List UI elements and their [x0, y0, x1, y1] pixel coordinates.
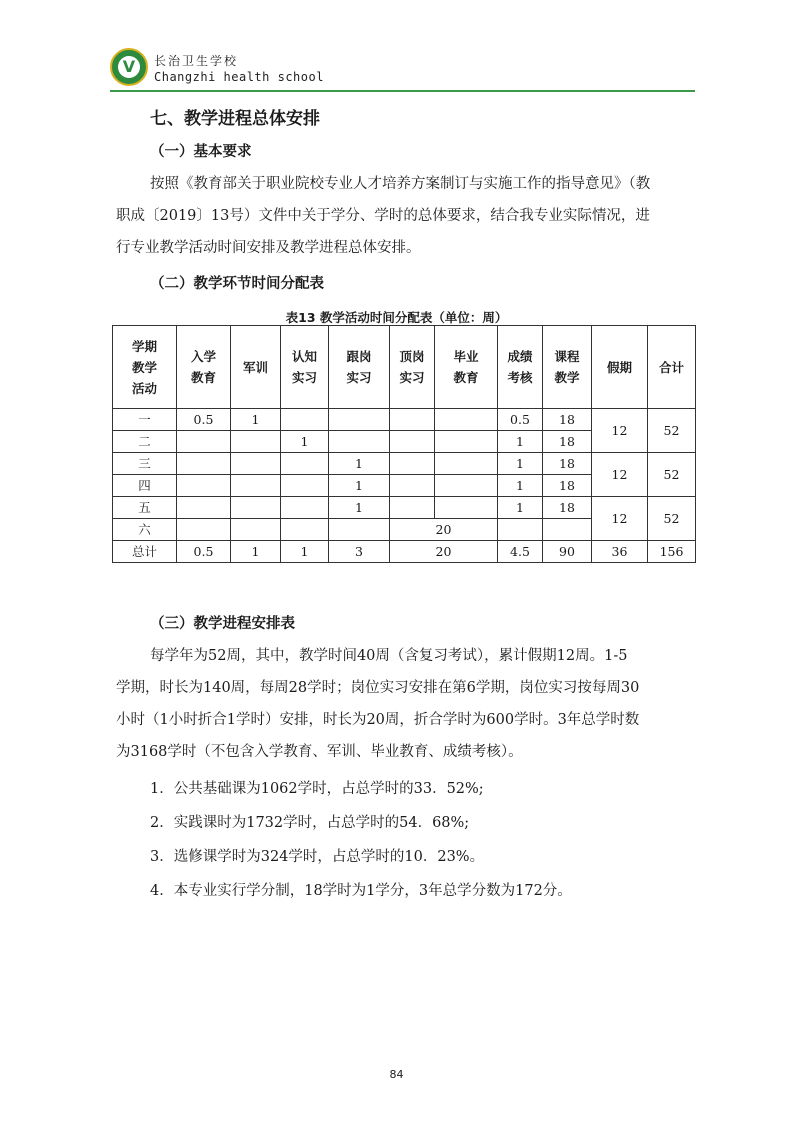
table-cell — [435, 431, 498, 453]
table-cell — [390, 475, 435, 497]
table-cell: 20 — [390, 541, 498, 563]
table-caption: 表13 教学活动时间分配表（单位：周） — [285, 310, 508, 325]
header-cell: 假期 — [592, 326, 648, 409]
table-cell: 1 — [329, 453, 390, 475]
list-item: 2．实践课时为1732学时，占总学时的54．68%; — [150, 815, 470, 831]
table-cell: 1 — [231, 409, 281, 431]
header-cell: 入学 教育 — [177, 326, 231, 409]
table-cell: 18 — [543, 431, 592, 453]
term-cell: 六 — [113, 519, 177, 541]
table-total-row — [113, 541, 696, 563]
subsection-title-basic-requirements: （一）基本要求 — [150, 144, 252, 160]
table-cell — [231, 431, 281, 453]
table-cell: 1 — [498, 431, 543, 453]
paragraph-line: 小时（1小时折合1学时）安排，时长为20周，折合学时为600学时。3年总学时数 — [116, 712, 640, 728]
table-cell — [390, 409, 435, 431]
list-item: 4．本专业实行学分制，18学时为1学分，3年总学分数为172分。 — [150, 883, 572, 899]
table-cell — [435, 409, 498, 431]
header-cell: 课程 教学 — [543, 326, 592, 409]
table-cell — [281, 519, 329, 541]
total-cell: 52 — [648, 497, 696, 541]
section-title: 七、教学进程总体安排 — [150, 109, 320, 129]
table-row — [113, 497, 696, 519]
paragraph-line: 每学年为52周，其中，教学时间40周（含复习考试），累计假期12周。1-5 — [150, 648, 628, 664]
table-cell: 0.5 — [177, 409, 231, 431]
logo-letter: V — [122, 57, 136, 76]
table-cell — [390, 453, 435, 475]
subsection-title-time-allocation: （二）教学环节时间分配表 — [150, 276, 324, 292]
table-cell — [281, 497, 329, 519]
table-cell — [231, 475, 281, 497]
paragraph-line: 按照《教育部关于职业院校专业人才培养方案制订与实施工作的指导意见》（教 — [150, 176, 651, 192]
table-cell — [231, 497, 281, 519]
table-cell — [177, 497, 231, 519]
list-item: 1．公共基础课为1062学时，占总学时的33．52%; — [150, 781, 484, 797]
vacation-cell: 12 — [592, 497, 648, 541]
list-item: 3．选修课学时为324学时，占总学时的10．23%。 — [150, 849, 485, 865]
table-cell — [177, 519, 231, 541]
table-cell — [435, 453, 498, 475]
vacation-cell: 36 — [592, 541, 648, 563]
header-divider — [110, 90, 695, 92]
table-cell — [329, 431, 390, 453]
header-cell: 毕业 教育 — [435, 326, 498, 409]
school-logo — [110, 48, 148, 86]
term-cell: 二 — [113, 431, 177, 453]
table-cell: 18 — [543, 497, 592, 519]
table-cell: 4.5 — [498, 541, 543, 563]
subsection-title-teaching-schedule: （三）教学进程安排表 — [150, 616, 295, 632]
table-cell: 1 — [498, 497, 543, 519]
table-cell — [177, 431, 231, 453]
table-cell: 18 — [543, 475, 592, 497]
table-cell — [543, 519, 592, 541]
table-row — [113, 453, 696, 475]
table-cell — [177, 475, 231, 497]
table-cell: 3 — [329, 541, 390, 563]
table-cell — [281, 475, 329, 497]
term-cell: 四 — [113, 475, 177, 497]
table-cell: 90 — [543, 541, 592, 563]
header-cell: 学期 教学 活动 — [113, 326, 177, 409]
table-cell: 0.5 — [177, 541, 231, 563]
table-cell: 20 — [390, 519, 498, 541]
table-cell: 1 — [231, 541, 281, 563]
table-cell: 1 — [498, 475, 543, 497]
table-cell: 1 — [329, 475, 390, 497]
table-row — [113, 409, 696, 431]
table-cell — [177, 453, 231, 475]
header-cell: 成绩 考核 — [498, 326, 543, 409]
table-cell — [435, 497, 498, 519]
table-cell — [329, 519, 390, 541]
paragraph-line: 职成〔2019〕13号）文件中关于学分、学时的总体要求，结合我专业实际情况，进 — [116, 208, 650, 224]
table-cell: 1 — [281, 431, 329, 453]
table-cell — [390, 497, 435, 519]
total-cell: 52 — [648, 453, 696, 497]
paragraph-line: 行专业教学活动时间安排及教学进程总体安排。 — [116, 240, 421, 256]
table-cell: 1 — [329, 497, 390, 519]
table-header-row — [113, 326, 696, 409]
table-cell — [390, 431, 435, 453]
term-cell: 总计 — [113, 541, 177, 563]
table-cell: 1 — [498, 453, 543, 475]
paragraph-line: 为3168学时（不包含入学教育、军训、毕业教育、成绩考核）。 — [116, 744, 523, 760]
header-cell: 认知 实习 — [281, 326, 329, 409]
table-cell: 0.5 — [498, 409, 543, 431]
table-cell: 18 — [543, 409, 592, 431]
table-cell — [498, 519, 543, 541]
term-cell: 一 — [113, 409, 177, 431]
table-cell — [329, 409, 390, 431]
table-cell — [281, 409, 329, 431]
total-cell: 156 — [648, 541, 696, 563]
table-cell — [231, 519, 281, 541]
header-cell: 跟岗 实习 — [329, 326, 390, 409]
term-cell: 三 — [113, 453, 177, 475]
vacation-cell: 12 — [592, 453, 648, 497]
page-number: 84 — [389, 1068, 404, 1081]
table-cell: 1 — [281, 541, 329, 563]
school-name-en: Changzhi health school — [154, 70, 324, 84]
time-allocation-table — [112, 325, 696, 563]
total-cell: 52 — [648, 409, 696, 453]
table-cell: 18 — [543, 453, 592, 475]
table-cell — [231, 453, 281, 475]
table-cell — [281, 453, 329, 475]
table-cell — [435, 475, 498, 497]
school-name-cn: 长治卫生学校 — [154, 54, 239, 68]
header-cell: 军训 — [231, 326, 281, 409]
header-cell: 合计 — [648, 326, 696, 409]
paragraph-line: 学期，时长为140周，每周28学时；岗位实习安排在第6学期，岗位实习按每周30 — [116, 680, 640, 696]
vacation-cell: 12 — [592, 409, 648, 453]
header-cell: 顶岗 实习 — [390, 326, 435, 409]
term-cell: 五 — [113, 497, 177, 519]
page-header — [110, 48, 695, 94]
